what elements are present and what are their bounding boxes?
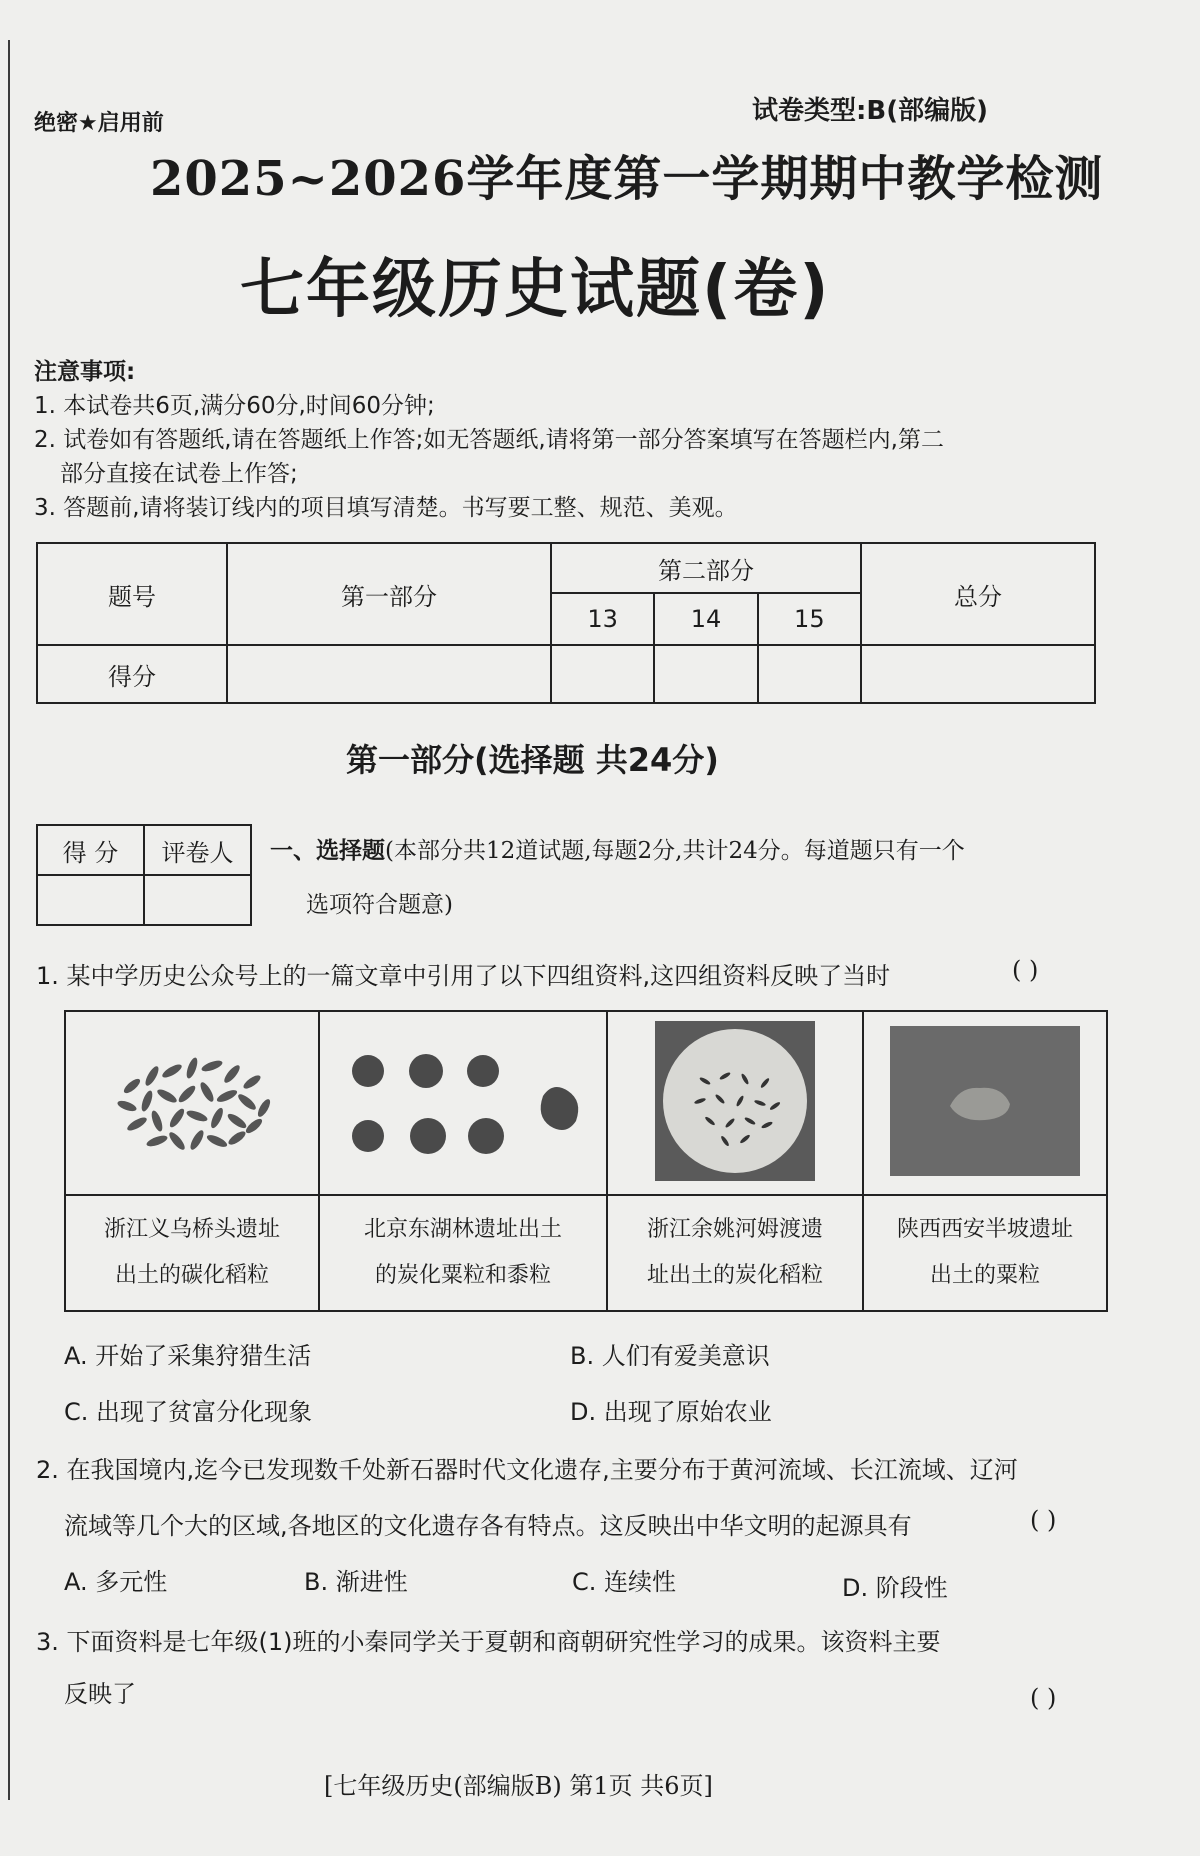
- q1-caption-2: [319, 1195, 607, 1311]
- note-item: 2. 试卷如有答题纸,请在答题纸上作答;如无答题纸,请将第一部分答案填写在答题栏内,第二: [34, 427, 944, 453]
- q1-answer-paren[interactable]: ( ): [1012, 956, 1039, 984]
- hemudu-rice-image: [655, 1021, 815, 1181]
- q3-line1: 3. 下面资料是七年级(1)班的小秦同学关于夏朝和商朝研究性学习的成果。该资料主要: [36, 1628, 941, 1656]
- q1-image-table: [64, 1010, 1108, 1312]
- score-cell-14[interactable]: [654, 645, 757, 703]
- section-instruction: [270, 832, 965, 865]
- grader-score-label: 得 分: [37, 825, 144, 875]
- score-cell-total[interactable]: [861, 645, 1095, 703]
- part1-header: 第一部分: [227, 543, 551, 645]
- q1-image-1: [65, 1011, 319, 1195]
- q13-header: 13: [551, 593, 654, 645]
- binding-line: [8, 40, 10, 1800]
- q1-caption-4: [863, 1195, 1107, 1311]
- score-cell-13[interactable]: [551, 645, 654, 703]
- page-footer: [七年级历史(部编版B) 第1页 共6页]: [324, 1772, 713, 1800]
- score-cell-15[interactable]: [758, 645, 861, 703]
- q3-line2: 反映了: [64, 1680, 136, 1708]
- millet-grains-image: [338, 1026, 588, 1176]
- caption-line: 浙江余姚河姆渡遗: [646, 1217, 823, 1242]
- caption-line: 浙江义乌桥头遗址: [103, 1217, 280, 1242]
- part2-header: 第二部分: [551, 543, 861, 593]
- q2-line1: 2. 在我国境内,迄今已发现数千处新石器时代文化遗存,主要分布于黄河流域、长江流域、辽河: [36, 1456, 1018, 1484]
- grader-table: [36, 824, 252, 926]
- q2-line2: 流域等几个大的区域,各地区的文化遗存各有特点。这反映出中华文明的起源具有: [64, 1512, 912, 1540]
- q1-caption-1: [65, 1195, 319, 1311]
- paper-type: 试卷类型:B(部编版): [752, 96, 988, 126]
- q1-image-3: [607, 1011, 863, 1195]
- caption-line: 出土的粟粒: [929, 1263, 1040, 1288]
- caption-line: 陕西西安半坡遗址: [896, 1217, 1073, 1242]
- score-cell-part1[interactable]: [227, 645, 551, 703]
- total-header: 总分: [861, 543, 1095, 645]
- q2-answer-paren[interactable]: ( ): [1030, 1506, 1057, 1534]
- grader-score-cell[interactable]: [37, 875, 144, 925]
- q1-option-c[interactable]: C. 出现了贫富分化现象: [64, 1398, 313, 1426]
- secret-mark: 绝密★启用前: [34, 111, 164, 136]
- score-row-label: 得分: [37, 645, 227, 703]
- q2-option-a[interactable]: A. 多元性: [64, 1568, 168, 1596]
- section-instruction-line2: 选项符合题意): [306, 892, 453, 918]
- exam-title: 2025~2026学年度第一学期期中教学检测: [150, 151, 1104, 207]
- notes-heading: 注意事项:: [34, 359, 136, 385]
- q1-image-2: [319, 1011, 607, 1195]
- section-instruction-rest: (本部分共12道试题,每题2分,共计24分。每道题只有一个: [385, 838, 965, 864]
- score-table: [36, 542, 1096, 704]
- q14-header: 14: [654, 593, 757, 645]
- note-item: 部分直接在试卷上作答;: [60, 461, 298, 487]
- q1-option-a[interactable]: A. 开始了采集狩猎生活: [64, 1342, 312, 1370]
- caption-line: 的炭化粟粒和黍粒: [374, 1263, 551, 1288]
- banpo-millet-image: [890, 1026, 1080, 1176]
- section-instruction-bold: 一、选择题: [270, 838, 385, 864]
- q1-option-d[interactable]: D. 出现了原始农业: [570, 1398, 772, 1426]
- caption-line: 出土的碳化稻粒: [114, 1263, 269, 1288]
- q2-option-b[interactable]: B. 渐进性: [304, 1568, 408, 1596]
- grader-name-label: 评卷人: [144, 825, 251, 875]
- q15-header: 15: [758, 593, 861, 645]
- main-title: 七年级历史试题(卷): [240, 253, 831, 327]
- q1-image-4: [863, 1011, 1107, 1195]
- q1-option-b[interactable]: B. 人们有爱美意识: [570, 1342, 770, 1370]
- q2-option-d[interactable]: D. 阶段性: [842, 1574, 948, 1602]
- q1-caption-3: [607, 1195, 863, 1311]
- col-header: 题号: [37, 543, 227, 645]
- notes: [34, 355, 1114, 525]
- section-title: 第一部分(选择题 共24分): [346, 741, 719, 779]
- caption-line: 址出土的炭化稻粒: [646, 1263, 823, 1288]
- note-item: 3. 答题前,请将装订线内的项目填写清楚。书写要工整、规范、美观。: [34, 495, 738, 521]
- q3-answer-paren[interactable]: ( ): [1030, 1684, 1057, 1712]
- caption-line: 北京东湖林遗址出土: [363, 1217, 562, 1242]
- rice-grains-image: [92, 1026, 292, 1176]
- q2-option-c[interactable]: C. 连续性: [572, 1568, 677, 1596]
- note-item: 1. 本试卷共6页,满分60分,时间60分钟;: [34, 393, 435, 419]
- q1-stem: 1. 某中学历史公众号上的一篇文章中引用了以下四组资料,这四组资料反映了当时: [36, 962, 891, 990]
- grader-name-cell[interactable]: [144, 875, 251, 925]
